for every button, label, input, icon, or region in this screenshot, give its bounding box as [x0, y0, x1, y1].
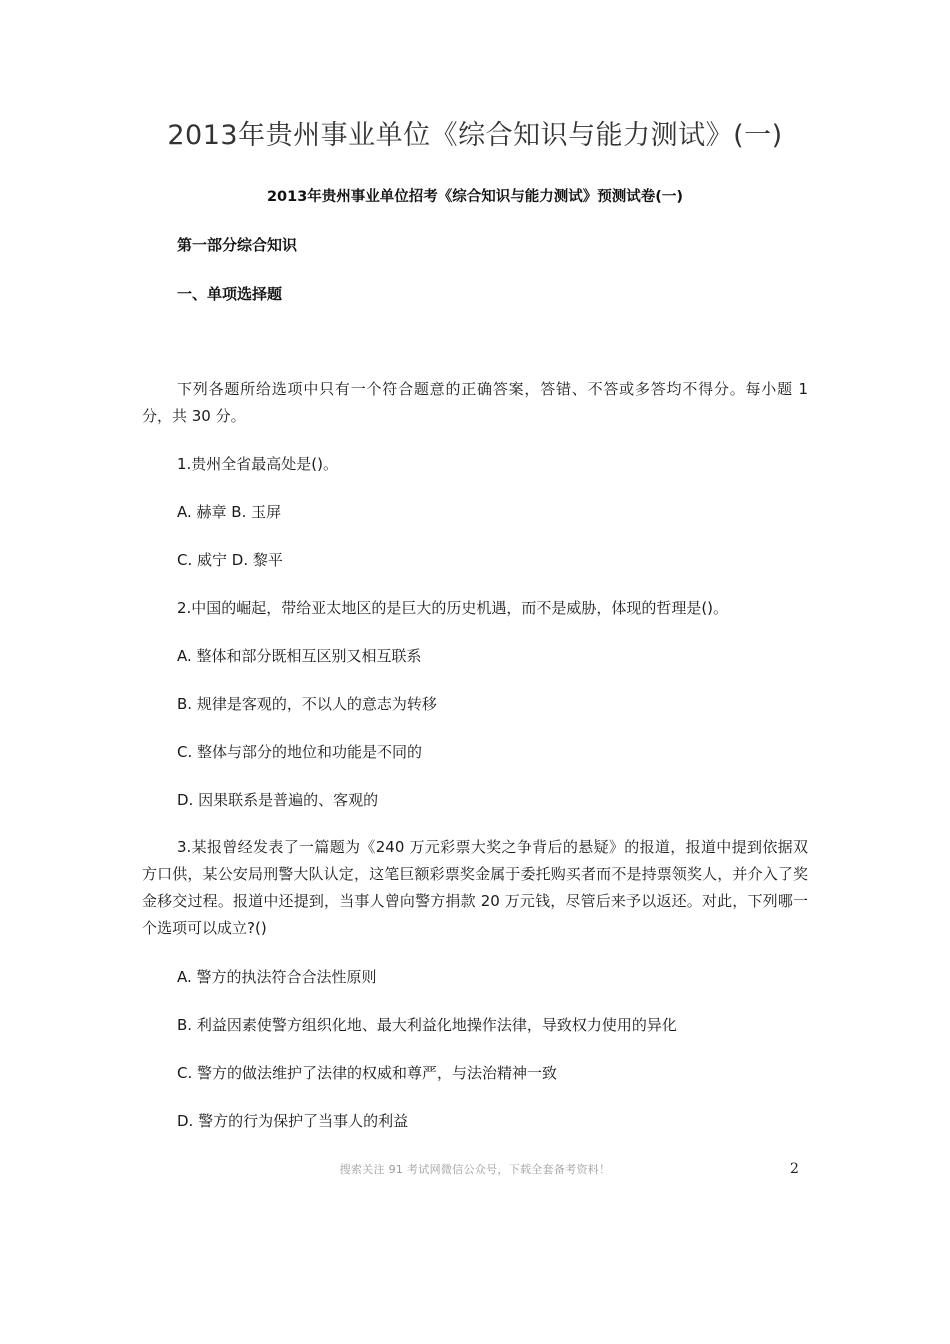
question-3-option-c: C. 警方的做法维护了法律的权威和尊严，与法治精神一致 — [177, 1064, 558, 1082]
question-3-option-d: D. 警方的行为保护了当事人的利益 — [177, 1112, 409, 1130]
question-1-stem: 1.贵州全省最高处是()。 — [177, 455, 339, 473]
question-2-option-b: B. 规律是客观的，不以人的意志为转移 — [177, 695, 437, 713]
document-title: 2013年贵州事业单位《综合知识与能力测试》(一) — [167, 120, 783, 151]
question-2-option-c: C. 整体与部分的地位和功能是不同的 — [177, 743, 423, 761]
question-3-stem: 3.某报曾经发表了一篇题为《240 万元彩票大奖之争背后的悬疑》的报道，报道中提到依据双方口供，某公安局刑警大队认定，这笔巨额彩票奖金属于委托购买者而不是持票领奖人，并介入了奖金移交过程。报道中还提到，当事人曾向警方捐款 20 万元钱，尽管后来予以返还。对此，下列哪一个选项可以成立?() — [142, 838, 808, 937]
question-1-option-line: A. 赫章 B. 玉屏 — [177, 503, 282, 521]
part-heading: 第一部分综合知识 — [177, 236, 298, 254]
question-2-option-a: A. 整体和部分既相互区别又相互联系 — [177, 647, 422, 665]
footer-note: 搜索关注 91 考试网微信公众号，下载全套备考资料！ — [339, 1163, 611, 1176]
question-3-option-a: A. 警方的执法符合合法性原则 — [177, 968, 377, 986]
page-number: 2 — [790, 1161, 799, 1177]
document-subtitle: 2013年贵州事业单位招考《综合知识与能力测试》预测试卷(一) — [266, 189, 684, 205]
question-2-option-d: D. 因果联系是普遍的、客观的 — [177, 791, 379, 809]
question-1-option-line: C. 威宁 D. 黎平 — [177, 551, 283, 569]
section-heading: 一、单项选择题 — [177, 285, 283, 303]
question-2-stem: 2.中国的崛起，带给亚太地区的是巨大的历史机遇，而不是威胁，体现的哲理是()。 — [177, 599, 729, 617]
instructions-paragraph: 下列各题所给选项中只有一个符合题意的正确答案，答错、不答或多答均不得分。每小题 1 分，共 30 分。 — [142, 380, 808, 425]
question-3-option-b: B. 利益因素使警方组织化地、最大利益化地操作法律，导致权力使用的异化 — [177, 1016, 677, 1034]
